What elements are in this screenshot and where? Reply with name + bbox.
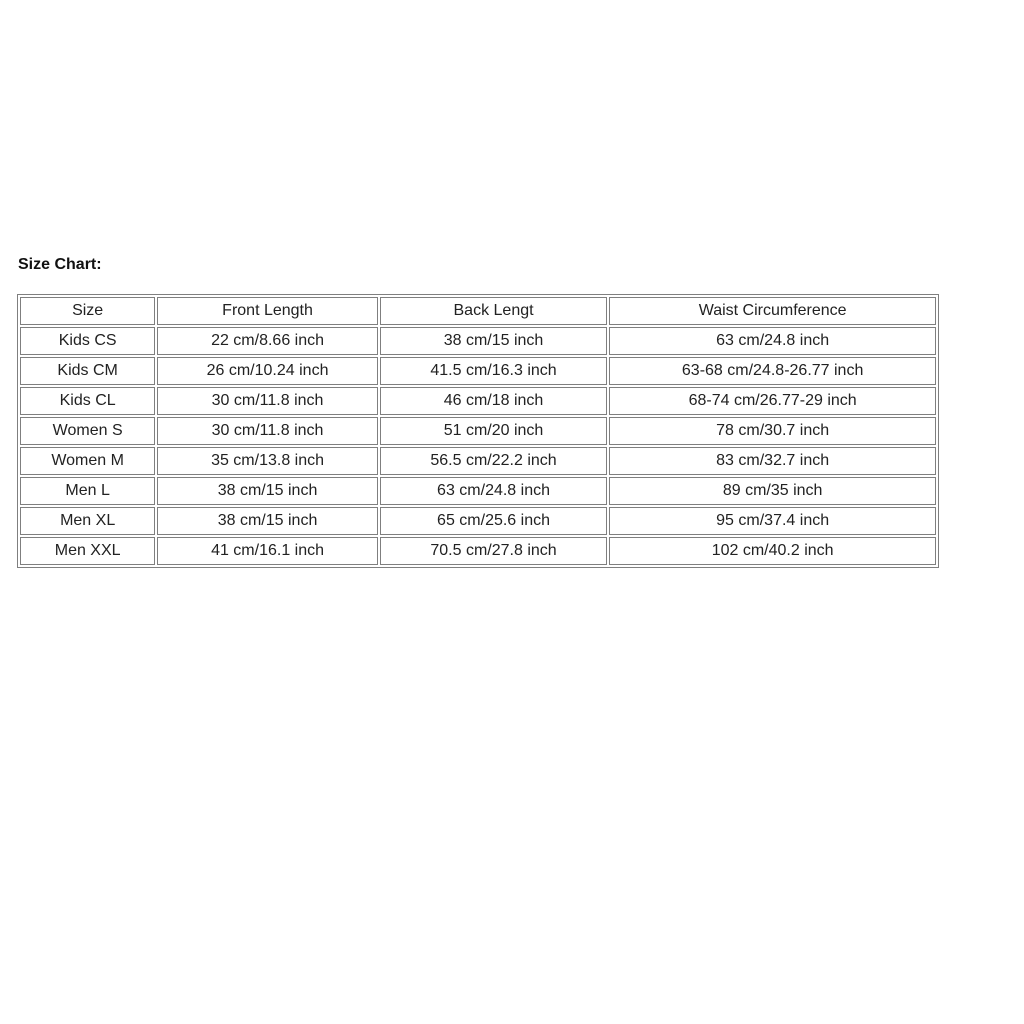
cell-back-length: 56.5 cm/22.2 inch — [380, 447, 608, 475]
header-waist-circumference: Waist Circumference — [609, 297, 936, 325]
table-row — [20, 327, 936, 355]
cell-size: Kids CM — [20, 357, 155, 385]
table-header-row — [20, 297, 936, 325]
table-row — [20, 417, 936, 445]
cell-waist-circumference: 63-68 cm/24.8-26.77 inch — [609, 357, 936, 385]
cell-back-length: 46 cm/18 inch — [380, 387, 608, 415]
cell-size: Men XL — [20, 507, 155, 535]
cell-front-length: 30 cm/11.8 inch — [157, 387, 377, 415]
cell-front-length: 38 cm/15 inch — [157, 507, 377, 535]
cell-size: Kids CL — [20, 387, 155, 415]
table-row — [20, 357, 936, 385]
table-row — [20, 507, 936, 535]
cell-waist-circumference: 83 cm/32.7 inch — [609, 447, 936, 475]
cell-size: Kids CS — [20, 327, 155, 355]
table-row — [20, 387, 936, 415]
cell-size: Men L — [20, 477, 155, 505]
cell-waist-circumference: 68-74 cm/26.77-29 inch — [609, 387, 936, 415]
cell-back-length: 70.5 cm/27.8 inch — [380, 537, 608, 565]
cell-front-length: 41 cm/16.1 inch — [157, 537, 377, 565]
cell-front-length: 38 cm/15 inch — [157, 477, 377, 505]
cell-waist-circumference: 102 cm/40.2 inch — [609, 537, 936, 565]
cell-back-length: 41.5 cm/16.3 inch — [380, 357, 608, 385]
cell-front-length: 22 cm/8.66 inch — [157, 327, 377, 355]
header-front-length: Front Length — [157, 297, 377, 325]
cell-back-length: 51 cm/20 inch — [380, 417, 608, 445]
cell-waist-circumference: 63 cm/24.8 inch — [609, 327, 936, 355]
cell-waist-circumference: 89 cm/35 inch — [609, 477, 936, 505]
cell-size: Men XXL — [20, 537, 155, 565]
header-back-length: Back Lengt — [380, 297, 608, 325]
size-chart-table — [17, 294, 939, 568]
cell-front-length: 26 cm/10.24 inch — [157, 357, 377, 385]
page-title: Size Chart: — [18, 256, 102, 273]
cell-front-length: 30 cm/11.8 inch — [157, 417, 377, 445]
cell-waist-circumference: 78 cm/30.7 inch — [609, 417, 936, 445]
table-row — [20, 447, 936, 475]
table-row — [20, 477, 936, 505]
cell-back-length: 65 cm/25.6 inch — [380, 507, 608, 535]
header-size: Size — [20, 297, 155, 325]
table-row — [20, 537, 936, 565]
cell-size: Women S — [20, 417, 155, 445]
cell-waist-circumference: 95 cm/37.4 inch — [609, 507, 936, 535]
cell-back-length: 63 cm/24.8 inch — [380, 477, 608, 505]
cell-back-length: 38 cm/15 inch — [380, 327, 608, 355]
cell-size: Women M — [20, 447, 155, 475]
cell-front-length: 35 cm/13.8 inch — [157, 447, 377, 475]
